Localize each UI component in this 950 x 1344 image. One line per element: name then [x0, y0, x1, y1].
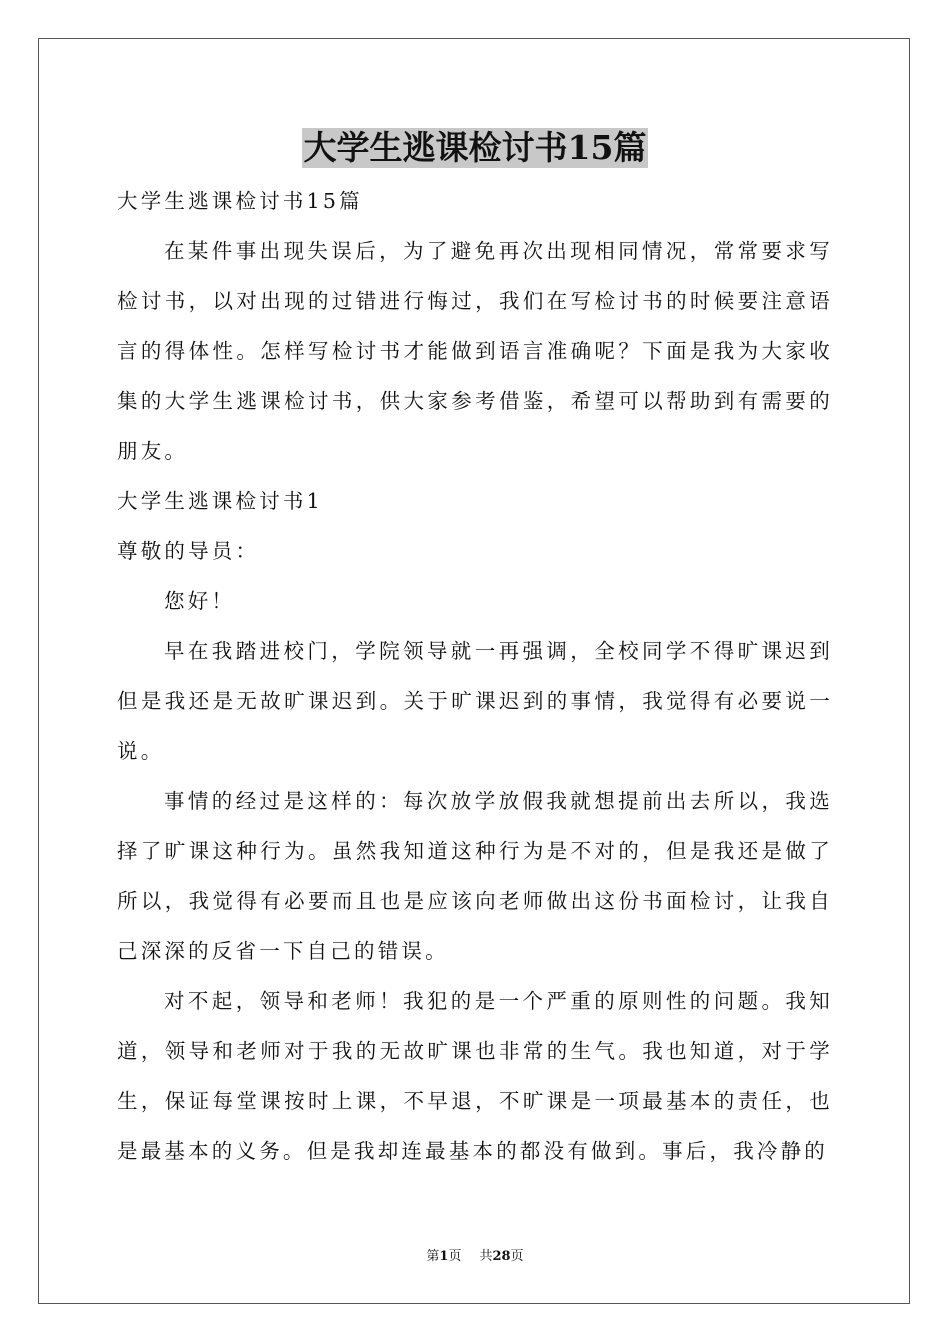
paragraph-body-1: 早在我踏进校门，学院领导就一再强调，全校同学不得旷课迟到但是我还是无故旷课迟到。关于旷课迟到的事情，我觉得有必要说一说。 — [117, 639, 833, 763]
paragraph-body-3: 对不起，领导和老师！我犯的是一个严重的原则性的问题。我知道，领导和老师对于我的无故旷课也非常的生气。我也知道，对于学生，保证每堂课按时上课，不早退，不旷课是一项最基本的责任，也是最基本的义务。但是我却连最基本的都没有做到。事后，我冷静的 — [117, 989, 833, 1163]
paragraph-subtitle: 大学生逃课检讨书15篇 — [117, 189, 363, 213]
total-suffix: 页 — [510, 1249, 524, 1264]
total-pages: 28 — [492, 1249, 511, 1264]
page-footer — [0, 1248, 950, 1266]
paragraph-body-2: 事情的经过是这样的：每次放学放假我就想提前出去所以，我选择了旷课这种行为。虽然我知道这种行为是不对的，但是我还是做了所以，我觉得有必要而且也是应该向老师做出这份书面检讨，让我自己深深的反省一下自己的错误。 — [117, 789, 833, 963]
section-heading-1: 大学生逃课检讨书1 — [117, 489, 323, 513]
page-prefix: 第 — [426, 1249, 440, 1264]
page-number: 1 — [439, 1249, 449, 1264]
salutation: 尊敬的导员： — [117, 539, 260, 563]
page-suffix: 页 — [448, 1249, 462, 1264]
title-area — [0, 128, 950, 168]
document-body — [117, 176, 833, 1176]
greeting: 您好！ — [164, 589, 236, 613]
total-prefix: 共 — [479, 1249, 493, 1264]
document-title: 大学生逃课检讨书15篇 — [303, 128, 647, 167]
paragraph-intro: 在某件事出现失误后，为了避免再次出现相同情况，常常要求写检讨书，以对出现的过错进行悔过，我们在写检讨书的时候要注意语言的得体性。怎样写检讨书才能做到语言准确呢？下面是我为大家收集的大学生逃课检讨书，供大家参考借鉴，希望可以帮助到有需要的朋友。 — [117, 239, 833, 463]
